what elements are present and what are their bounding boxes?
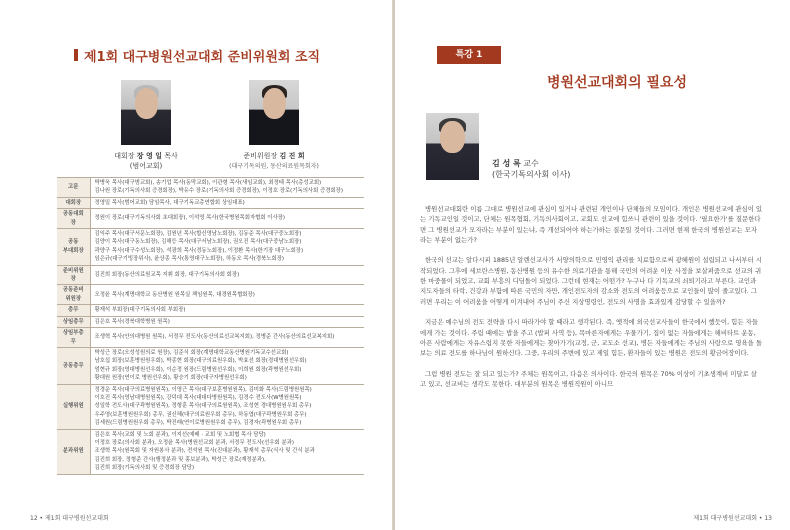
article-body (420, 204, 763, 400)
page-footer: 제1회 대구병원선교대회 • 13 (693, 515, 772, 522)
person-caption: 준비위원장 김 진 희 (대구기독의원, 동산의료원목회자) (229, 152, 319, 170)
table-row (57, 316, 364, 327)
row-value: 조생혁 목사(안의대병원 원목), 서정무 전도사(동산의료선교복지회), 정병준 간사(동산의료선교복지회) (90, 328, 364, 348)
person-card-committee-chair (228, 80, 320, 172)
row-category: 공동대회장 (57, 209, 90, 229)
person-card-chair (114, 80, 178, 171)
portrait-photo (121, 80, 171, 145)
portrait-photo (249, 80, 299, 145)
row-category: 총무 (57, 305, 90, 316)
table-row (57, 209, 364, 229)
right-page (395, 0, 790, 530)
table-row (57, 347, 364, 384)
row-category: 고문 (57, 178, 90, 198)
row-category: 상임총무 (57, 316, 90, 327)
table-row (57, 229, 364, 266)
paragraph: 지금은 예수님의 전도 전략을 다시 따라가야 할 때라고 생각된다. 즉, 옛적에 외국선교사들이 한국에서 했듯이, 힘든 자들에게 가는 것이다. 주림 때에는 밥을 주고 (밥퍼 사역 등), 목마른자에게는 우물가기, 집이 없는 자들에게는 해비타트 운동, 아픈 사람에게는 자유스럽지 못한 자들에게는 찾아가기(교정, 군, 교도소 선교), 병든 자들에게는 주님의 사랑으로 영육을 돌보는 의료 전도를 하나님이 원하신다. 그중, 우리의 주변에 있고 제일 힘든, 환자들이 있는 병원은 전도의 황금어장이다. (420, 318, 763, 358)
row-value: 김진희 회장(동산의료원교목 지휘 회장, 대구기독의사회 회장) (90, 265, 364, 285)
row-category: 분과위원 (57, 429, 90, 474)
row-category: 공동준비위원장 (57, 285, 90, 305)
person-caption: 대회장 장 영 일 목사 (범어교회) (114, 152, 178, 170)
author-info: 김 성 록 교수 (한국기독의사회 이사) (492, 159, 571, 179)
lecture-badge: 특강 1 (437, 46, 501, 64)
row-value: 박성근 장로(오성성원의료 원장), 김준식 회장(계명대학교동산병원기독교수선교회) 남호섭 회장(보훈병원원우회), 박종현 회장(대구의료원우회), 박효선 회장(경대병원선우회) 엄현규 회장(영대병원선우회), 이순정 원장(드림병원선우회), 이희원 회장(곽병원선우회) 황대원 원장(연이로 병원선우회), 황승기 회장(대구자병원선우회) (90, 347, 364, 384)
row-category: 공동총무 (57, 347, 90, 384)
row-category: 상임부총무 (57, 328, 90, 348)
page-footer: 12 • 제1회 대구병원선교대회 (30, 515, 109, 522)
left-page (0, 0, 393, 530)
table-row (57, 178, 364, 198)
table-row (57, 197, 364, 208)
row-value: 김은호 목사(경북대학병원 원목) (90, 316, 364, 327)
row-value: 정원이 장로(대구기독의사회 초대회장), 이석영 목사(한국병원목회자협회 이사장) (90, 209, 364, 229)
table-row (57, 305, 364, 316)
row-category: 대회장 (57, 197, 90, 208)
table-row (57, 265, 364, 285)
article-title: 병원선교대회의 필요성 (546, 75, 688, 91)
paragraph: 병원선교대회란 이름 그대로 병원선교에 관심이 있거나 관련된 개인이나 단체들의 모임이다. 개인은 병원선교에 관심이 있는 기독교인일 것이고, 단체는 원목협회, 기독의사회이고, 교회도 선교에 힘쓰니 관련이 있을 것이다. '필요한가'를 질문한다면 그 병원선교가 모자라는 부분이 있는냐, 즉 개선되어야 하는가하는 질문일 것이다. 그러면 현재 한국의 병원선교는 모자라는 부분이 없는가? (420, 205, 763, 244)
committee-table (57, 177, 364, 475)
table-row (57, 285, 364, 305)
row-category: 준비위원장 (57, 265, 90, 285)
row-category: 실행위원 (57, 384, 90, 429)
page-title: 제1회 대구병원선교대회 준비위원회 조직 (84, 46, 320, 65)
row-value: 박병욱 목사(대구범교회), 송기업 목사(동막교회), 이관형 목사(새임교회), 최정태 목사(총성교회) 김나원 장로(기독의사회 증경회장), 박유수 장로(기독의사회 증경회장), 이정호 장로(기독의사회 증경회장) (90, 178, 364, 198)
table-row (57, 328, 364, 348)
row-value: 정영일 목사(범어교회) 담임목사, 대구기독교총연합회 상임대표) (90, 197, 364, 208)
row-category: 공동 부대회장 (57, 229, 90, 266)
table-row (57, 429, 364, 474)
row-value: 오정윤 목사(계명대학교 동산병원 원목실 책임원목, 대경원목협회장) (90, 285, 364, 305)
author-photo (426, 113, 479, 180)
paragraph: 한국의 선교는 알다시피 1885년 알렌선교사가 서양의학으로 민영익 관리를 치료함으로써 광혜원이 설립되고 나서부터 시작되었다. 그후에 세브란스병원, 동산병원 등의 유수한 의료기관을 통해 국민의 어려운 이웃 사정을 보살펴줌으로 선교의 귀한 마중물이 되었고, 교회 부흥의 디딤돌이 되었다. 그런데 현재는 어떤가? 누구나 다 기독교의 쇠퇴기라고 부른다. 교인과 지도자들의 타락, 건강과 부함에 따른 국민의 자만, 개인전도자의 감소와 전도의 어려움등으로 교인들이 많이 줄고있다. 그러면 우리는 이 어려움을 어떻게 이겨내어 주님이 주신 지상명령인, 전도의 사명을 효과있게 감당할 수 있을까? (420, 256, 762, 306)
row-value: 김은호 목사(교회 및 노회 분과), 이지선(예배 · 교회 및 노회협 목사 담당) 이정호 장로(의사회 분과), 오정윤 목사(병원선교회 분과, 서정무 전도사(선우회 분과) 조생혁 목사(원목회 및 자원봉사 분과), 전석원 목사(진대분과), 황재석 총무(식사 및 간식 분과 김진희 회장, 정형준 간사(행정분과 및 홍보분과), 박성근 장로(재정분과), 김진희 회장(기독의사회 및 증경회장 담당) (90, 429, 364, 474)
table-row (57, 384, 364, 429)
row-value: 황재석 부회장(대구기독의사회 부회장) (90, 305, 364, 316)
row-value: 정경운 목사(대구의료병원원목), 이영근 목사(대구보훈병원원목), 김미화 목사(드림병원원목) 이호진 목사(영남대병원원목), 강덕대 목사(대대다병원원목), 김경수 전도사(W병원원목) 성일학 전도사(대구곽병원원목), 정형훈 목사(대구의료원원목), 조성현 경대병원원우회 총무) 우주영(보훈병원원우회) 총무, 권신혜(대구의료원우회 총무), 하동엽(대구곽병원우회 총무) 김세원(드림병원원우회 총무), 박진래(연이로병원원우회 총무), 김경자(곽병원우회 총무) (90, 384, 364, 429)
row-value: 김익주 목사(대구서문노회장), 김원년 목사(합신영남노회장), 김동준 목사(대구중노회장) 김양이 목사(대구동노회장), 김해등 목사(대구서남노회장), 권오진 목사(대구중남노회장) 곽양구 목사(대구수성노회장), 석광희 목사(경동노회장), 이정환 목사(한기장 대구노회장) 임은규(대구기빙장위사), 윤상종 목사(통영대구노회장), 하동오 목사(경북노회장) (90, 229, 364, 266)
paragraph: 그럼 병원 전도는 잘 되고 있는가? 주체는 원목이고, 다음은 의사이다. 한국의 원목은 70% 이상이 기초생계비 미달로 살고 있고, 선교비는 생각도 못한다. 대부분의 원목은 병원직원이 아니므 (420, 369, 757, 389)
